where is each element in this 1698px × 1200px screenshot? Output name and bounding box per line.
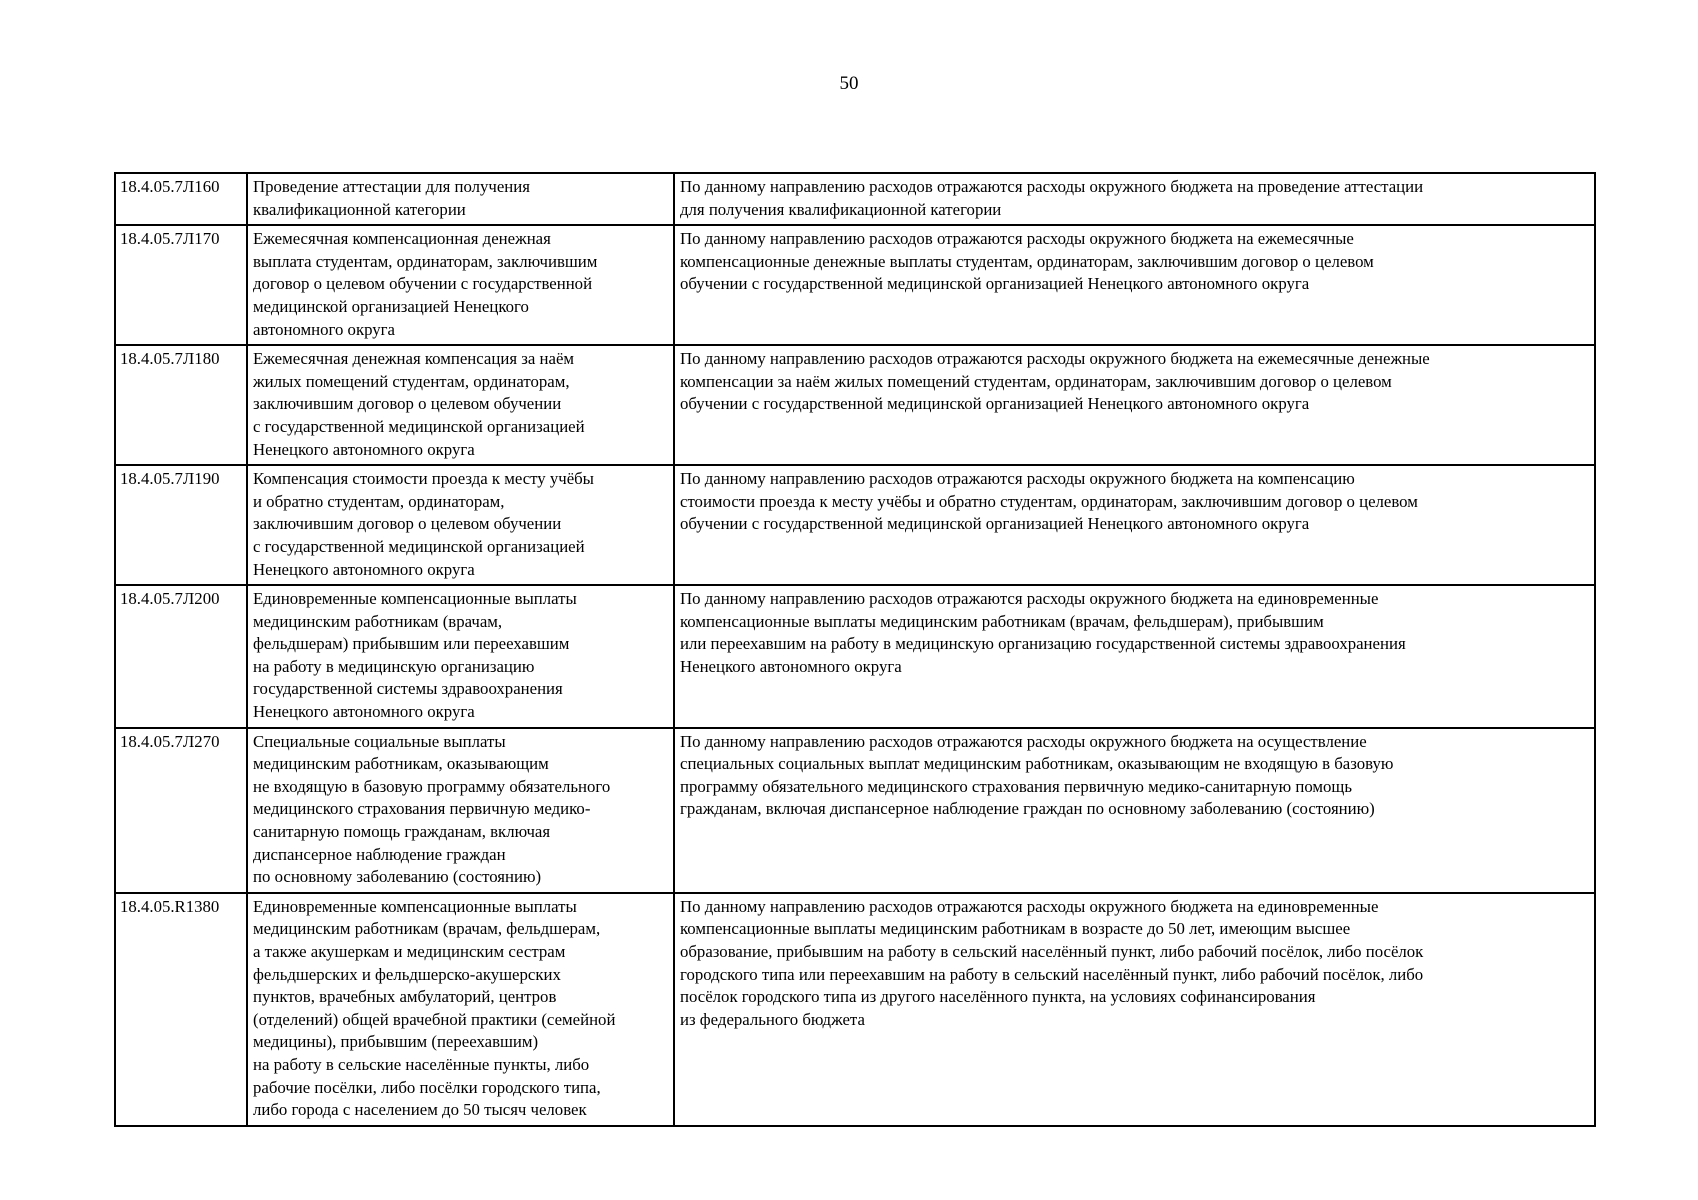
expense-name: Компенсация стоимости проезда к месту учёбы и обратно студентам, ординаторам, заключившим договор о целевом обучении с государственной медицинской организацией Ненецкого автономного округа xyxy=(247,465,674,585)
expense-name: Проведение аттестации для получения квалификационной категории xyxy=(247,173,674,225)
table-row xyxy=(115,225,1595,345)
table-row xyxy=(115,728,1595,893)
expense-code: 18.4.05.7Л190 xyxy=(115,465,247,585)
expense-description: По данному направлению расходов отражаются расходы окружного бюджета на проведение аттестации для получения квалификационной категории xyxy=(674,173,1595,225)
table-row xyxy=(115,173,1595,225)
expense-description: По данному направлению расходов отражаются расходы окружного бюджета на осуществление специальных социальных выплат медицинским работникам, оказывающим не входящую в базовую программу обязательного медицинского страхования первичную медико-санитарную помощь гражданам, включая диспансерное наблюдение граждан по основному заболеванию (состоянию) xyxy=(674,728,1595,893)
expense-description: По данному направлению расходов отражаются расходы окружного бюджета на единовременные компенсационные выплаты медицинским работникам в возрасте до 50 лет, имеющим высшее образование, прибывшим на работу в сельский населённый пункт, либо рабочий посёлок, либо посёлок городского типа или переехавшим на работу в сельский населённый пункт, либо рабочий посёлок, либо посёлок городского типа из другого населённого пункта, на условиях софинансирования из федерального бюджета xyxy=(674,893,1595,1126)
table-row xyxy=(115,465,1595,585)
expense-name: Ежемесячная денежная компенсация за наём жилых помещений студентам, ординаторам, заключившим договор о целевом обучении с государственной медицинской организацией Ненецкого автономного округа xyxy=(247,345,674,465)
table-row xyxy=(115,893,1595,1126)
expense-description: По данному направлению расходов отражаются расходы окружного бюджета на единовременные компенсационные выплаты медицинским работникам (врачам, фельдшерам), прибывшим или переехавшим на работу в медицинскую организацию государственной системы здравоохранения Ненецкого автономного округа xyxy=(674,585,1595,728)
table-row xyxy=(115,585,1595,728)
expense-description: По данному направлению расходов отражаются расходы окружного бюджета на компенсацию стоимости проезда к месту учёбы и обратно студентам, ординаторам, заключившим договор о целевом обучении с государственной медицинской организацией Ненецкого автономного округа xyxy=(674,465,1595,585)
page-number: 50 xyxy=(839,73,859,94)
expense-name: Специальные социальные выплаты медицинским работникам, оказывающим не входящую в базовую программу обязательного медицинского страхования первичную медико- санитарную помощь гражданам, включая диспансерное наблюдение граждан по основному заболеванию (состоянию) xyxy=(247,728,674,893)
expense-name: Единовременные компенсационные выплаты медицинским работникам (врачам, фельдшерам) прибывшим или переехавшим на работу в медицинскую организацию государственной системы здравоохранения Ненецкого автономного округа xyxy=(247,585,674,728)
expense-code: 18.4.05.7Л180 xyxy=(115,345,247,465)
expense-name: Ежемесячная компенсационная денежная выплата студентам, ординаторам, заключившим договор о целевом обучении с государственной медицинской организацией Ненецкого автономного округа xyxy=(247,225,674,345)
expense-description: По данному направлению расходов отражаются расходы окружного бюджета на ежемесячные денежные компенсации за наём жилых помещений студентам, ординаторам, заключившим договор о целевом обучении с государственной медицинской организацией Ненецкого автономного округа xyxy=(674,345,1595,465)
expense-name: Единовременные компенсационные выплаты медицинским работникам (врачам, фельдшерам, а также акушеркам и медицинским сестрам фельдшерских и фельдшерско-акушерских пунктов, врачебных амбулаторий, центров (отделений) общей врачебной практики (семейной медицины), прибывшим (переехавшим) на работу в сельские населённые пункты, либо рабочие посёлки, либо посёлки городского типа, либо города с населением до 50 тысяч человек xyxy=(247,893,674,1126)
expense-code: 18.4.05.7Л270 xyxy=(115,728,247,893)
expense-code: 18.4.05.7Л170 xyxy=(115,225,247,345)
expense-description: По данному направлению расходов отражаются расходы окружного бюджета на ежемесячные компенсационные денежные выплаты студентам, ординаторам, заключившим договор о целевом обучении с государственной медицинской организацией Ненецкого автономного округа xyxy=(674,225,1595,345)
expense-code: 18.4.05.R1380 xyxy=(115,893,247,1126)
table-row xyxy=(115,345,1595,465)
expense-code: 18.4.05.7Л160 xyxy=(115,173,247,225)
expense-directions-table xyxy=(114,172,1596,1127)
expense-code: 18.4.05.7Л200 xyxy=(115,585,247,728)
